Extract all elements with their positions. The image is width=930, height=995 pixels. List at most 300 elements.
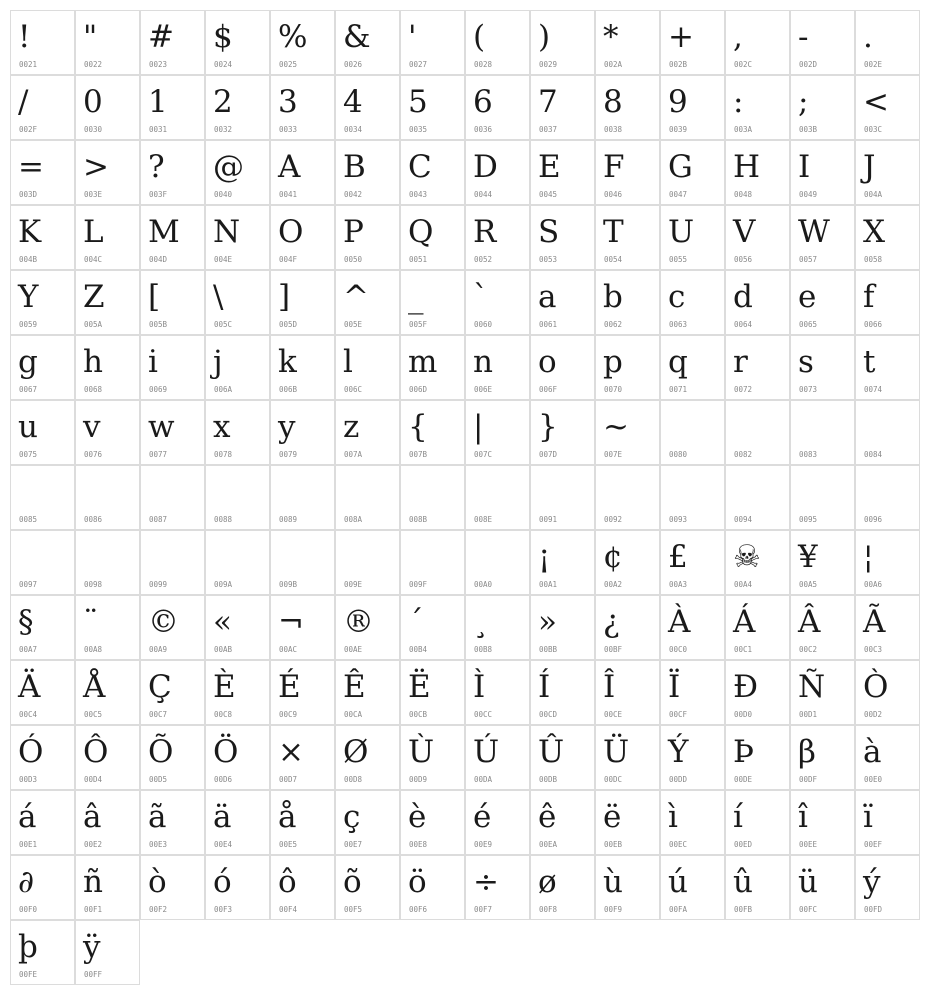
glyph-code: 005C	[214, 320, 233, 329]
glyph-code: 0082	[734, 450, 753, 459]
glyph-cell	[465, 725, 530, 790]
glyph-char: 6	[473, 84, 493, 120]
glyph-code: 00AC	[279, 645, 298, 654]
glyph-code: 0072	[734, 385, 753, 394]
glyph-char: v	[83, 409, 101, 445]
glyph-code: 00F2	[149, 905, 168, 914]
glyph-char: Ú	[473, 734, 500, 770]
glyph-code: 004A	[864, 190, 883, 199]
glyph-cell	[530, 335, 595, 400]
glyph-code: 00A1	[539, 580, 558, 589]
glyph-cell	[465, 140, 530, 205]
glyph-code: 00E4	[214, 840, 233, 849]
glyph-cell	[790, 465, 855, 530]
glyph-char: y	[278, 409, 296, 445]
glyph-code: 006F	[539, 385, 558, 394]
glyph-char: `	[473, 279, 489, 315]
glyph-cell	[10, 725, 75, 790]
glyph-code: 00A9	[149, 645, 168, 654]
glyph-code: 0045	[539, 190, 558, 199]
glyph-code: 002F	[19, 125, 38, 134]
glyph-cell	[205, 140, 270, 205]
glyph-code: 0056	[734, 255, 753, 264]
glyph-code: 0043	[409, 190, 428, 199]
glyph-code: 00CB	[409, 710, 428, 719]
glyph-code: 002A	[604, 60, 623, 69]
glyph-char: ê	[538, 799, 557, 835]
glyph-cell	[595, 790, 660, 855]
glyph-cell	[270, 855, 335, 920]
glyph-code: 00DB	[539, 775, 558, 784]
glyph-cell	[855, 10, 920, 75]
glyph-char: X	[863, 214, 886, 250]
glyph-char: t	[863, 344, 876, 380]
glyph-cell	[465, 10, 530, 75]
glyph-char: À	[668, 604, 691, 640]
glyph-char: l	[343, 344, 353, 380]
glyph-cell	[725, 75, 790, 140]
glyph-cell	[75, 400, 140, 465]
glyph-char: <	[863, 84, 889, 120]
glyph-char: 2	[213, 84, 233, 120]
glyph-char: x	[213, 409, 231, 445]
glyph-cell	[335, 530, 400, 595]
glyph-cell	[75, 140, 140, 205]
glyph-char: £	[668, 539, 688, 575]
glyph-code: 0055	[669, 255, 688, 264]
glyph-code: 009E	[344, 580, 363, 589]
glyph-code: 00A8	[84, 645, 103, 654]
glyph-code: 006A	[214, 385, 233, 394]
glyph-cell	[790, 725, 855, 790]
glyph-char: ô	[278, 864, 297, 900]
glyph-cell	[10, 465, 75, 530]
glyph-cell	[205, 790, 270, 855]
glyph-cell	[855, 855, 920, 920]
glyph-cell	[790, 335, 855, 400]
glyph-code: 00FE	[19, 970, 38, 979]
glyph-code: 00CE	[604, 710, 623, 719]
glyph-cell	[400, 660, 465, 725]
glyph-char: É	[278, 669, 301, 705]
glyph-cell	[855, 660, 920, 725]
glyph-cell	[10, 855, 75, 920]
glyph-code: 007A	[344, 450, 363, 459]
glyph-code: 00D1	[799, 710, 818, 719]
glyph-code: 0088	[214, 515, 233, 524]
glyph-code: 0061	[539, 320, 558, 329]
glyph-char: Ý	[668, 734, 689, 770]
glyph-cell	[530, 10, 595, 75]
glyph-char: _	[408, 279, 424, 315]
glyph-char: >	[83, 149, 109, 185]
glyph-code: 0089	[279, 515, 298, 524]
glyph-char: ù	[603, 864, 623, 900]
glyph-code: 0093	[669, 515, 688, 524]
glyph-char: ?	[148, 149, 165, 185]
glyph-cell	[790, 75, 855, 140]
glyph-char: P	[343, 214, 364, 250]
glyph-cell	[855, 270, 920, 335]
glyph-code: 0025	[279, 60, 298, 69]
glyph-code: 0067	[19, 385, 38, 394]
glyph-char: (	[473, 19, 486, 55]
glyph-char: «	[213, 604, 232, 640]
glyph-cell	[465, 790, 530, 855]
glyph-cell	[725, 595, 790, 660]
glyph-char: V	[733, 214, 756, 250]
glyph-code: 00E7	[344, 840, 363, 849]
glyph-code: 0084	[864, 450, 883, 459]
glyph-code: 0059	[19, 320, 38, 329]
glyph-code: 0050	[344, 255, 363, 264]
glyph-code: 00FF	[84, 970, 103, 979]
glyph-cell	[270, 660, 335, 725]
glyph-code: 00D8	[344, 775, 363, 784]
glyph-cell	[270, 530, 335, 595]
glyph-code: 004C	[84, 255, 103, 264]
glyph-char: ∂	[18, 864, 35, 900]
glyph-code: 00EB	[604, 840, 623, 849]
glyph-code: 00C4	[19, 710, 38, 719]
glyph-code: 0044	[474, 190, 493, 199]
glyph-cell	[530, 790, 595, 855]
glyph-char: ¦	[863, 539, 874, 575]
glyph-cell	[660, 595, 725, 660]
glyph-cell	[75, 855, 140, 920]
glyph-char: m	[408, 344, 438, 380]
glyph-code: 008A	[344, 515, 363, 524]
glyph-code: 0060	[474, 320, 493, 329]
glyph-char: H	[733, 149, 761, 185]
glyph-cell	[530, 660, 595, 725]
glyph-code: 0094	[734, 515, 753, 524]
glyph-cell	[75, 465, 140, 530]
glyph-cell	[790, 660, 855, 725]
glyph-code: 008B	[409, 515, 428, 524]
glyph-char: W	[798, 214, 830, 250]
glyph-char: 8	[603, 84, 623, 120]
glyph-cell	[725, 790, 790, 855]
glyph-cell	[595, 140, 660, 205]
glyph-cell	[790, 855, 855, 920]
glyph-char: ~	[603, 409, 629, 445]
glyph-cell	[400, 465, 465, 530]
glyph-cell	[205, 530, 270, 595]
glyph-code: 0048	[734, 190, 753, 199]
glyph-char: ^	[343, 279, 369, 315]
glyph-cell	[725, 465, 790, 530]
glyph-cell	[75, 660, 140, 725]
glyph-code: 00B4	[409, 645, 428, 654]
glyph-char: =	[18, 149, 44, 185]
glyph-char: Ê	[343, 669, 366, 705]
glyph-char: ü	[798, 864, 818, 900]
glyph-cell	[270, 595, 335, 660]
glyph-cell	[595, 660, 660, 725]
glyph-code: 00C9	[279, 710, 298, 719]
glyph-code: 00EE	[799, 840, 818, 849]
glyph-code: 003C	[864, 125, 883, 134]
glyph-char: ï	[863, 799, 873, 835]
glyph-cell	[465, 855, 530, 920]
glyph-char: ø	[538, 864, 557, 900]
glyph-code: 0021	[19, 60, 38, 69]
glyph-char: $	[213, 19, 233, 55]
glyph-cell	[595, 530, 660, 595]
glyph-code: 00CD	[539, 710, 558, 719]
glyph-code: 0024	[214, 60, 233, 69]
glyph-cell	[75, 10, 140, 75]
glyph-cell	[660, 855, 725, 920]
glyph-char: ú	[668, 864, 688, 900]
glyph-char: 0	[83, 84, 103, 120]
glyph-cell	[335, 725, 400, 790]
glyph-code: 0038	[604, 125, 623, 134]
glyph-cell	[660, 335, 725, 400]
glyph-code: 0083	[799, 450, 818, 459]
glyph-cell	[725, 855, 790, 920]
glyph-cell	[400, 855, 465, 920]
glyph-code: 0074	[864, 385, 883, 394]
glyph-char: /	[18, 84, 29, 120]
glyph-code: 00E2	[84, 840, 103, 849]
glyph-code: 00F9	[604, 905, 623, 914]
glyph-cell	[465, 205, 530, 270]
glyph-code: 005A	[84, 320, 103, 329]
glyph-char: ¨	[83, 604, 99, 640]
glyph-char: 3	[278, 84, 298, 120]
glyph-cell	[530, 855, 595, 920]
glyph-cell	[140, 790, 205, 855]
glyph-char: ñ	[83, 864, 103, 900]
glyph-cell	[790, 205, 855, 270]
glyph-code: 005F	[409, 320, 428, 329]
glyph-char: ¿	[603, 604, 620, 640]
glyph-cell	[335, 205, 400, 270]
glyph-char: Đ	[733, 669, 759, 705]
glyph-cell	[855, 595, 920, 660]
glyph-char: ã	[148, 799, 167, 835]
glyph-cell	[725, 10, 790, 75]
glyph-char: í	[733, 799, 743, 835]
glyph-code: 0047	[669, 190, 688, 199]
glyph-char: G	[668, 149, 693, 185]
glyph-cell	[400, 140, 465, 205]
glyph-code: 00FD	[864, 905, 883, 914]
glyph-code: 0058	[864, 255, 883, 264]
glyph-cell	[10, 335, 75, 400]
glyph-code: 007B	[409, 450, 428, 459]
glyph-code: 0032	[214, 125, 233, 134]
glyph-cell	[400, 205, 465, 270]
glyph-code: 0046	[604, 190, 623, 199]
glyph-char: .	[863, 19, 873, 55]
glyph-cell	[530, 595, 595, 660]
glyph-cell	[595, 595, 660, 660]
glyph-code: 0030	[84, 125, 103, 134]
glyph-cell	[335, 790, 400, 855]
glyph-char: ç	[343, 799, 361, 835]
glyph-code: 00F0	[19, 905, 38, 914]
glyph-code: 0097	[19, 580, 38, 589]
glyph-cell	[400, 335, 465, 400]
glyph-char: {	[408, 409, 428, 445]
glyph-code: 0073	[799, 385, 818, 394]
glyph-cell	[465, 595, 530, 660]
glyph-cell	[75, 920, 140, 985]
glyph-char: :	[733, 84, 744, 120]
glyph-char: !	[18, 19, 31, 55]
glyph-code: 0065	[799, 320, 818, 329]
glyph-char: D	[473, 149, 498, 185]
glyph-char: î	[798, 799, 808, 835]
glyph-cell	[790, 140, 855, 205]
glyph-char: &	[343, 19, 371, 55]
glyph-char: è	[408, 799, 427, 835]
glyph-code: 004D	[149, 255, 168, 264]
glyph-code: 0077	[149, 450, 168, 459]
glyph-code: 0095	[799, 515, 818, 524]
glyph-cell	[725, 530, 790, 595]
glyph-cell	[10, 400, 75, 465]
glyph-cell	[205, 75, 270, 140]
glyph-code: 0071	[669, 385, 688, 394]
glyph-cell	[75, 530, 140, 595]
glyph-code: 00AE	[344, 645, 363, 654]
glyph-cell	[400, 530, 465, 595]
glyph-cell	[335, 660, 400, 725]
glyph-cell	[10, 10, 75, 75]
glyph-cell	[10, 790, 75, 855]
glyph-char: Ã	[863, 604, 886, 640]
glyph-code: 00DC	[604, 775, 623, 784]
glyph-code: 005B	[149, 320, 168, 329]
glyph-char: 9	[668, 84, 688, 120]
glyph-code: 0064	[734, 320, 753, 329]
glyph-char: U	[668, 214, 695, 250]
glyph-code: 00E0	[864, 775, 883, 784]
glyph-code: 0075	[19, 450, 38, 459]
glyph-cell	[660, 270, 725, 335]
glyph-cell	[75, 595, 140, 660]
glyph-code: 0098	[84, 580, 103, 589]
glyph-cell	[140, 270, 205, 335]
glyph-code: 0076	[84, 450, 103, 459]
glyph-char: ,	[733, 19, 743, 55]
glyph-char: h	[83, 344, 103, 380]
glyph-code: 00C8	[214, 710, 233, 719]
glyph-cell	[530, 205, 595, 270]
glyph-char: d	[733, 279, 753, 315]
glyph-char: e	[798, 279, 817, 315]
glyph-cell	[270, 140, 335, 205]
glyph-char: Á	[733, 604, 756, 640]
glyph-code: 0080	[669, 450, 688, 459]
glyph-cell	[400, 10, 465, 75]
glyph-code: 00D6	[214, 775, 233, 784]
glyph-char: þ	[18, 929, 38, 965]
glyph-cell	[270, 205, 335, 270]
glyph-cell	[725, 270, 790, 335]
glyph-char: ¬	[278, 604, 304, 640]
glyph-char: é	[473, 799, 492, 835]
glyph-cell	[400, 400, 465, 465]
glyph-cell	[465, 270, 530, 335]
glyph-cell	[660, 10, 725, 75]
glyph-code: 00C2	[799, 645, 818, 654]
glyph-char: -	[798, 19, 809, 55]
glyph-code: 004B	[19, 255, 38, 264]
glyph-code: 00E9	[474, 840, 493, 849]
glyph-code: 0029	[539, 60, 558, 69]
glyph-code: 0023	[149, 60, 168, 69]
glyph-char: 4	[343, 84, 363, 120]
glyph-cell	[270, 725, 335, 790]
glyph-cell	[790, 270, 855, 335]
glyph-code: 00A4	[734, 580, 753, 589]
glyph-code: 00BB	[539, 645, 558, 654]
glyph-char: N	[213, 214, 241, 250]
glyph-code: 0036	[474, 125, 493, 134]
glyph-code: 0096	[864, 515, 883, 524]
glyph-char: ¸	[473, 604, 489, 640]
glyph-char: q	[668, 344, 688, 380]
glyph-char: §	[18, 604, 34, 640]
glyph-char: β	[798, 734, 816, 770]
glyph-cell	[335, 75, 400, 140]
glyph-char: ò	[148, 864, 167, 900]
glyph-cell	[790, 10, 855, 75]
glyph-char: Õ	[148, 734, 174, 770]
glyph-code: 003F	[149, 190, 168, 199]
glyph-code: 00D4	[84, 775, 103, 784]
glyph-cell	[465, 465, 530, 530]
glyph-cell	[595, 465, 660, 530]
glyph-cell	[335, 465, 400, 530]
glyph-cell	[855, 205, 920, 270]
glyph-char: M	[148, 214, 180, 250]
glyph-cell	[660, 400, 725, 465]
glyph-cell	[855, 140, 920, 205]
glyph-code: 00D5	[149, 775, 168, 784]
glyph-code: 00F8	[539, 905, 558, 914]
glyph-char: c	[668, 279, 686, 315]
glyph-cell	[205, 725, 270, 790]
glyph-code: 0078	[214, 450, 233, 459]
glyph-char: Y	[18, 279, 39, 315]
glyph-cell	[855, 790, 920, 855]
glyph-code: 007D	[539, 450, 558, 459]
glyph-cell	[335, 335, 400, 400]
glyph-cell	[335, 595, 400, 660]
glyph-char: r	[733, 344, 748, 380]
glyph-cell	[790, 790, 855, 855]
glyph-cell	[205, 270, 270, 335]
glyph-cell	[140, 725, 205, 790]
glyph-cell	[270, 335, 335, 400]
glyph-char: a	[538, 279, 557, 315]
glyph-code: 00A0	[474, 580, 493, 589]
glyph-cell	[725, 140, 790, 205]
glyph-cell	[140, 465, 205, 530]
glyph-code: 003B	[799, 125, 818, 134]
glyph-code: 0092	[604, 515, 623, 524]
glyph-char: ¡	[538, 539, 551, 575]
glyph-cell	[140, 660, 205, 725]
glyph-cell	[855, 335, 920, 400]
glyph-code: 004E	[214, 255, 233, 264]
